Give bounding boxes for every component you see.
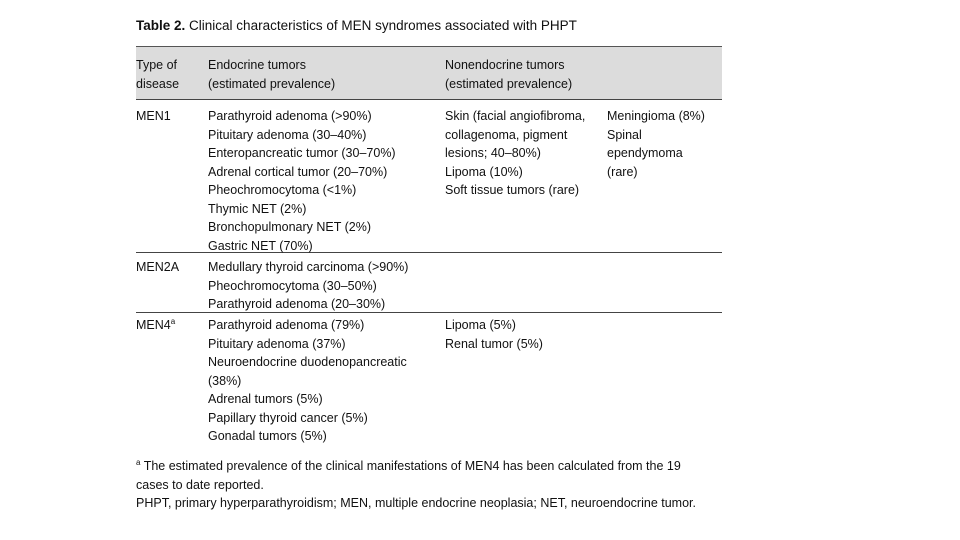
- cell-line: Pheochromocytoma (<1%): [208, 183, 357, 197]
- nonendocrine-tumors-cell-2: [607, 107, 705, 181]
- cell-line: Soft tissue tumors (rare): [445, 183, 580, 197]
- table-header: [136, 46, 722, 100]
- cell-line: Parathyroid adenoma (>90%): [208, 109, 372, 123]
- cell-line: Papillary thyroid cancer (5%): [208, 410, 368, 425]
- nonendocrine-tumors-cell: [445, 107, 585, 200]
- table-caption: Clinical characteristics of MEN syndromes associated with PHPT: [189, 18, 577, 33]
- header-nonendocrine-tumors: Nonendocrine tumors (estimated prevalence): [445, 58, 573, 91]
- header-type-of-disease: Type of disease: [136, 58, 180, 91]
- endocrine-tumors-cell: [208, 258, 408, 314]
- cell-line: Bronchopulmonary NET (2%): [208, 220, 372, 234]
- disease-type: MEN4$^a$: [136, 317, 176, 332]
- disease-type: MEN1: [136, 109, 171, 123]
- cell-line: Parathyroid adenoma (20–30%): [208, 297, 386, 311]
- cell-line: (38%): [208, 373, 242, 388]
- cell-line: Pituitary adenoma (30–40%): [208, 127, 367, 142]
- cell-line: Thymic NET (2%): [208, 201, 307, 216]
- men-table: [136, 46, 722, 443]
- nonendocrine-tumors-cell: [445, 316, 543, 353]
- cell-line: Meningioma (8%): [607, 109, 705, 123]
- cell-line: Enteropancreatic tumor (30–70%): [208, 146, 396, 160]
- cell-line: Pheochromocytoma (30–50%): [208, 278, 377, 293]
- cell-line: ependymoma: [607, 146, 683, 160]
- table-label: Table 2.: [136, 18, 186, 33]
- cell-line: Lipoma (10%): [445, 164, 523, 179]
- cell-line: Neuroendocrine duodenopancreatic: [208, 355, 407, 369]
- footnotes: [136, 457, 736, 513]
- table-row: [136, 313, 722, 443]
- cell-line: Parathyroid adenoma (79%): [208, 318, 365, 332]
- cell-line: (rare): [607, 164, 638, 179]
- cell-line: Gonadal tumors (5%): [208, 429, 327, 443]
- cell-line: Skin (facial angiofibroma,: [445, 109, 586, 123]
- cell-line: lesions; 40–80%): [445, 146, 541, 160]
- footnote-a-continued: cases to date reported.: [136, 477, 264, 492]
- cell-line: Renal tumor (5%): [445, 336, 543, 351]
- header-endocrine-tumors: Endocrine tumors (estimated prevalence): [208, 58, 336, 91]
- endocrine-tumors-cell: [208, 107, 396, 255]
- disease-type: MEN2A: [136, 260, 180, 274]
- cell-line: Adrenal cortical tumor (20–70%): [208, 164, 388, 179]
- cell-line: Pituitary adenoma (37%): [208, 336, 346, 351]
- table-row: [136, 100, 722, 253]
- table-row: [136, 253, 722, 313]
- footnote-a: $^a$ The estimated prevalence of the clinical manifestations of MEN4 has been calculated from the 19: [136, 458, 681, 473]
- endocrine-tumors-cell: [208, 316, 407, 446]
- table-title: [136, 18, 577, 33]
- cell-line: Spinal: [607, 127, 642, 142]
- footnote-abbreviations: PHPT, primary hyperparathyroidism; MEN, multiple endocrine neoplasia; NET, neuroendocrine tumor.: [136, 496, 696, 510]
- cell-line: Medullary thyroid carcinoma (>90%): [208, 260, 409, 274]
- cell-line: collagenoma, pigment: [445, 127, 568, 142]
- cell-line: Lipoma (5%): [445, 318, 516, 332]
- cell-line: Adrenal tumors (5%): [208, 392, 323, 406]
- cell-line: Gastric NET (70%): [208, 238, 313, 253]
